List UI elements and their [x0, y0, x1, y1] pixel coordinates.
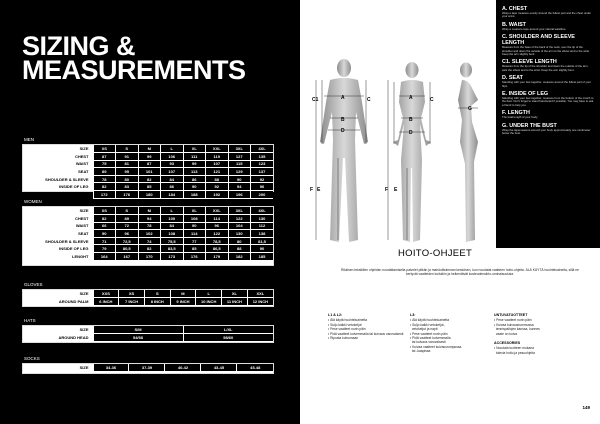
guide-item — [502, 110, 594, 119]
table-cell: 108 — [161, 230, 184, 238]
list-item: • Kuivaa vaatteet kuivausrumpussa — [410, 344, 462, 349]
table-cell: 82 — [138, 175, 161, 183]
table-cell: 94 — [228, 183, 251, 191]
table-cell: 90 — [93, 230, 116, 238]
table-cell: 164 — [93, 253, 116, 261]
table-row — [23, 245, 273, 253]
table-cell: 43-45 — [201, 364, 237, 372]
socks-size-table — [22, 363, 274, 374]
table-row — [23, 298, 273, 306]
guide-heading: A. CHEST — [502, 6, 528, 12]
table-cell: 71 — [93, 237, 116, 245]
table-cell: S — [116, 145, 139, 153]
table-cell: 66 — [93, 222, 116, 230]
care-col3-head2: ACCESSORIES — [494, 341, 521, 346]
table-cell: 88 — [228, 245, 251, 253]
table-cell: 104 — [228, 222, 251, 230]
care-col3-head: UNTUVATUOTTEET — [494, 313, 528, 317]
table-cell: 114 — [183, 230, 206, 238]
table-cell: XS — [93, 207, 116, 215]
guide-item — [502, 123, 594, 136]
table-cell: L/XL — [183, 326, 273, 334]
male-front-figure — [320, 59, 368, 242]
table-cell: 72,5 — [116, 237, 139, 245]
label-d: D — [341, 128, 345, 134]
table-cell: 196 — [228, 191, 251, 199]
row-label: SIZE — [79, 365, 89, 371]
table-cell: XS — [93, 145, 116, 153]
table-cell: M — [138, 207, 161, 215]
table-cell: 10 INCH — [196, 298, 222, 306]
guide-text: Measure from the base of the back of the neck, over the tip of the shoulder and down the outside of the arm to the elbow and to the wrist. Keep the arm slightly bent. — [502, 45, 590, 57]
table-row — [23, 253, 273, 261]
men-size-table — [22, 144, 274, 197]
table-row — [23, 160, 273, 168]
guide-item — [502, 91, 594, 107]
guide-item — [502, 22, 594, 31]
table-cell: XXL — [206, 145, 229, 153]
list-item: tai kuivaus varovaisesti — [410, 340, 446, 345]
table-cell: 188 — [183, 191, 206, 199]
table-cell: 82 — [93, 215, 116, 223]
table-cell: 78,5 — [206, 237, 229, 245]
table-header-row — [23, 145, 273, 153]
title-line-1: SIZING & — [22, 31, 136, 61]
table-cell: 95 — [116, 168, 139, 176]
gloves-table — [23, 290, 273, 306]
row-label: SHOULDER & SLEEVE — [45, 238, 89, 244]
table-cell: 12 INCH — [247, 298, 273, 306]
table-cell: 72 — [116, 222, 139, 230]
guide-text: Wrap a measure tape around your natural waistline. — [502, 26, 567, 31]
table-cell: 86,5 — [206, 245, 229, 253]
guide-heading: F. LENGTH — [502, 110, 530, 117]
table-cell: S/M — [93, 326, 183, 334]
table-cell: 77 — [183, 237, 206, 245]
table-cell: 6 INCH — [93, 298, 119, 306]
table-cell: 54/58 — [93, 334, 183, 342]
table-cell: 107 — [161, 168, 184, 176]
row-label: SEAT — [78, 169, 89, 175]
table-cell: 102 — [138, 230, 161, 238]
care-col3-items — [494, 318, 584, 336]
care-col3-items2 — [494, 346, 584, 355]
list-item: vaate on kuiva — [494, 331, 518, 336]
table-row — [23, 230, 273, 238]
table-cell: 184 — [161, 191, 184, 199]
table-header-row — [23, 207, 273, 215]
row-label: SHOULDER & SLEEVE — [45, 176, 89, 182]
table-cell: 58/60 — [183, 334, 273, 342]
table-cell: M — [138, 145, 161, 153]
row-label: CHEST — [74, 215, 89, 221]
female-side-figure — [458, 63, 478, 243]
table-cell: 111 — [183, 153, 206, 161]
list-item: • Noudata tuotteen mukana — [494, 346, 535, 351]
table-cell: 82 — [138, 245, 161, 253]
table-cell: 45-48 — [237, 364, 273, 372]
table-cell: 108 — [183, 215, 206, 223]
table-cell: 176 — [183, 253, 206, 261]
table-cell: 81 — [116, 160, 139, 168]
measurement-guide — [496, 0, 600, 248]
table-cell: 83 — [116, 183, 139, 191]
care-col-l1-l2 — [328, 313, 408, 340]
table-cell: 170 — [138, 253, 161, 261]
list-item: tai -kaapissa — [410, 349, 431, 354]
table-cell: 83,5 — [161, 245, 184, 253]
table-cell: 74 — [138, 237, 161, 245]
socks-label: SOCKS — [24, 356, 40, 361]
table-cell: 78 — [93, 175, 116, 183]
table-cell: 121 — [206, 168, 229, 176]
table-cell: L — [196, 290, 222, 298]
row-label: LENGHT — [72, 191, 89, 197]
table-cell: 172 — [93, 191, 116, 199]
table-cell: 182 — [228, 253, 251, 261]
table-cell: 92 — [251, 175, 274, 183]
table-cell: 86 — [161, 183, 184, 191]
row-label: INSIDE OF LEG — [59, 246, 89, 252]
table-cell: 113 — [183, 168, 206, 176]
table-cell: M — [170, 290, 196, 298]
table-cell: 90 — [251, 245, 274, 253]
table-cell: 87 — [138, 160, 161, 168]
guide-text: Standing with your feet together, measure around the fullest part of your hips. — [502, 80, 591, 88]
table-cell: 9 INCH — [170, 298, 196, 306]
guide-item — [502, 75, 594, 88]
table-cell: 185 — [251, 253, 274, 261]
table-row — [23, 168, 273, 176]
hats-size-table — [22, 325, 274, 343]
table-cell: 88 — [206, 175, 229, 183]
table-cell: 94 — [138, 215, 161, 223]
table-cell: 119 — [206, 153, 229, 161]
table-cell: 173 — [161, 253, 184, 261]
list-item: • Pese vaatteet nurin päin — [328, 327, 366, 332]
table-cell: 129 — [228, 168, 251, 176]
table-header-row — [23, 326, 273, 334]
row-label: SIZE — [79, 327, 89, 333]
table-cell: S — [144, 290, 170, 298]
table-row — [23, 222, 273, 230]
table-cell: L — [161, 207, 184, 215]
table-cell: 176 — [116, 191, 139, 199]
table-cell: 130 — [251, 215, 274, 223]
table-cell: 7 INCH — [119, 298, 145, 306]
table-cell: 89 — [116, 215, 139, 223]
care-col-l3 — [410, 313, 490, 354]
label-c: C — [367, 97, 371, 103]
table-row — [23, 183, 273, 191]
hats-label: HATS — [24, 318, 36, 323]
table-cell: 3XL — [228, 207, 251, 215]
list-item: • Suljo kaikki vetoketjut, — [410, 322, 445, 327]
gloves-size-table — [22, 289, 274, 307]
label-a-female: A — [409, 95, 413, 101]
table-cell: 40-42 — [165, 364, 201, 372]
men-label: MEN — [24, 137, 34, 142]
table-cell: L — [161, 145, 184, 153]
table-row — [23, 215, 273, 223]
table-cell: 82 — [93, 183, 116, 191]
table-cell: 80,5 — [116, 245, 139, 253]
table-cell: 101 — [138, 168, 161, 176]
table-row — [23, 175, 273, 183]
table-cell: 92 — [206, 183, 229, 191]
guide-text: Wrap the tapemeasure around your body approximately one centimeter below the bust. — [502, 127, 591, 136]
table-cell: 179 — [206, 253, 229, 261]
page-title — [22, 31, 246, 85]
table-cell: 167 — [116, 253, 139, 261]
guide-heading: D. SEAT — [502, 75, 523, 82]
row-label: WAIST — [75, 223, 89, 229]
row-label: AROUND PALM — [58, 298, 89, 304]
care-col2-items — [410, 318, 490, 353]
table-cell: 130 — [228, 230, 251, 238]
table-cell: 115 — [228, 160, 251, 168]
table-cell: 84 — [161, 175, 184, 183]
table-cell: 89 — [93, 168, 116, 176]
list-item: • Pidä vaatteet kuivemmalla — [410, 336, 451, 341]
table-cell: 93 — [161, 160, 184, 168]
table-header-row — [23, 290, 273, 298]
guide-heading: G. UNDER THE BUST — [502, 122, 557, 129]
guide-item — [502, 6, 594, 19]
guide-item — [502, 34, 594, 56]
table-cell: XXS — [93, 290, 119, 298]
hats-table — [23, 326, 273, 342]
label-f-female: F — [385, 187, 389, 193]
care-col2-head: L3: — [410, 313, 416, 317]
table-cell: 87 — [93, 153, 116, 161]
guide-item — [502, 59, 594, 72]
guide-heading: E. INSIDE OF LEG — [502, 91, 549, 98]
table-cell: S — [116, 207, 139, 215]
list-item: • Pese vaatteet nurin päin — [494, 318, 532, 323]
table-cell: 114 — [206, 215, 229, 223]
list-item: • Pese vaatteet nurin päin — [410, 331, 448, 336]
table-cell: 106 — [161, 153, 184, 161]
table-cell: 84 — [161, 222, 184, 230]
table-header-row — [23, 364, 273, 372]
list-item: tennispallojen kanssa, kunnes — [494, 327, 540, 332]
table-cell: 81,5 — [251, 237, 274, 245]
list-item: • Älä käytä huuhteluainetta — [410, 318, 450, 323]
table-cell: 112 — [251, 222, 274, 230]
label-e: E — [317, 187, 321, 193]
table-cell: 75,5 — [161, 237, 184, 245]
care-title: HOITO-OHJEET — [398, 248, 473, 259]
table-cell: XXL — [206, 207, 229, 215]
guide-text: Wrap a tape measure evenly around the fullest part and the chest under your arms. — [502, 11, 592, 19]
women-label: WOMEN — [24, 199, 42, 204]
table-cell: 85 — [183, 245, 206, 253]
table-cell: 96 — [206, 222, 229, 230]
body-figures-illustration — [308, 50, 494, 250]
title-line-2: MEASUREMENTS — [22, 55, 246, 85]
female-front-figure — [393, 62, 431, 242]
table-cell: 180 — [138, 191, 161, 199]
table-row — [23, 237, 273, 245]
table-row — [23, 153, 273, 161]
table-cell: XL — [222, 290, 248, 298]
label-e-female: E — [394, 187, 398, 193]
care-col-down — [494, 313, 584, 355]
table-cell: 11 INCH — [222, 298, 248, 306]
row-label: CHEST — [74, 153, 89, 159]
table-cell: 100 — [161, 215, 184, 223]
table-cell: 107 — [206, 160, 229, 168]
label-f: F — [310, 187, 314, 193]
table-cell: 127 — [228, 153, 251, 161]
guide-heading: B. WAIST — [502, 21, 526, 28]
list-item: • Ripusta kuivumaan — [328, 336, 359, 341]
label-b: B — [341, 117, 345, 123]
list-item: • Älä käytä huuhteluainetta — [328, 318, 368, 323]
table-cell: 90 — [183, 222, 206, 230]
table-cell: 86 — [183, 175, 206, 183]
row-label: AROUND HEAD — [58, 334, 89, 340]
women-table — [23, 207, 273, 261]
row-label: LENGHT — [72, 253, 89, 259]
row-label: SIZE — [79, 208, 89, 214]
table-cell: XL — [183, 145, 206, 153]
table-cell: 135 — [251, 153, 274, 161]
table-cell: 3XL — [228, 145, 251, 153]
row-label: SIZE — [79, 291, 89, 297]
page-number: 149 — [582, 405, 590, 410]
table-cell: XL — [183, 207, 206, 215]
list-item: tulevia hoito-ja pesuohjeita — [494, 350, 535, 355]
table-cell: 8 INCH — [144, 298, 170, 306]
table-cell: 4XL — [251, 207, 274, 215]
label-c1: C1 — [312, 97, 319, 103]
table-cell: 75 — [93, 160, 116, 168]
table-cell: 123 — [251, 160, 274, 168]
table-cell: 85 — [138, 183, 161, 191]
list-item: vetoketjut ja napit — [410, 327, 438, 332]
table-cell: 99 — [183, 160, 206, 168]
table-cell: 80 — [116, 175, 139, 183]
table-cell: 138 — [251, 230, 274, 238]
guide-text: The total length of your body. — [502, 115, 539, 120]
table-cell: 34-36 — [93, 364, 129, 372]
label-a: A — [341, 95, 345, 101]
care-col1-head: L1 & L2: — [328, 313, 343, 317]
table-cell: 122 — [228, 215, 251, 223]
label-c-female: C — [430, 97, 434, 103]
women-size-table — [22, 206, 274, 266]
table-row — [23, 191, 273, 199]
table-cell: 96 — [251, 183, 274, 191]
list-item: • Kuivaa kuivausrummussa — [494, 322, 534, 327]
care-intro: Rikkisen tekstiilien ohjeiden noudattamisella palvelet pitkän ja mahdollisimman kestoisen, kun noudatat vaatteen hoito-ohjeita. ÄLÄ KÄYTÄ huuhteluaineita, sillä ne kertyvät vaatteiden kuituihin ja heikentävät kosteudensiirto-ominaisuuksia. — [341, 268, 579, 277]
label-b-female: B — [409, 117, 413, 123]
table-cell: 90 — [228, 175, 251, 183]
table-cell: 78 — [138, 222, 161, 230]
label-g: G — [468, 106, 472, 112]
list-item: • Suljo kaikki vetoketjut — [328, 322, 362, 327]
row-label: WAIST — [75, 161, 89, 167]
care-col1-items — [328, 318, 408, 340]
table-cell: 91 — [116, 153, 139, 161]
table-cell: 4XL — [251, 145, 274, 153]
guide-panel — [300, 0, 600, 424]
table-cell: 137 — [251, 168, 274, 176]
table-cell: 122 — [206, 230, 229, 238]
table-row — [23, 334, 273, 342]
table-cell: 99 — [138, 153, 161, 161]
row-label: SEAT — [78, 231, 89, 237]
list-item: • Pidä vaatteet kuivemmalla tai kuivaus varovaisesti — [328, 331, 404, 336]
row-label: SIZE — [79, 146, 89, 152]
guide-text: Measure from the tip of the shoulder and down the outside of the arm, past the elbow and to the wrist. Keep the arm slightly bent. — [502, 64, 589, 72]
table-cell: 200 — [251, 191, 274, 199]
table-cell: 90 — [183, 183, 206, 191]
gloves-label: GLOVES — [24, 282, 43, 287]
guide-heading: C. SHOULDER AND SLEEVE LENGTH — [502, 34, 575, 47]
men-table — [23, 145, 273, 199]
guide-heading: C1. SLEEVE LENGTH — [502, 59, 557, 66]
row-label: INSIDE OF LEG — [59, 184, 89, 190]
table-cell: XXL — [247, 290, 273, 298]
table-cell: 37-39 — [129, 364, 165, 372]
table-cell: 192 — [206, 191, 229, 199]
table-cell: XS — [119, 290, 145, 298]
table-cell: 80 — [228, 237, 251, 245]
table-cell: 79 — [93, 245, 116, 253]
socks-table — [23, 364, 273, 372]
guide-text: Standing with your feet together, measure from the bottom of the crotch to the floor. Don't forget to stand barefooted if possible. You may have to ask a friend to help you. — [502, 96, 594, 107]
label-d-female: D — [409, 130, 413, 136]
table-cell: 96 — [116, 230, 139, 238]
